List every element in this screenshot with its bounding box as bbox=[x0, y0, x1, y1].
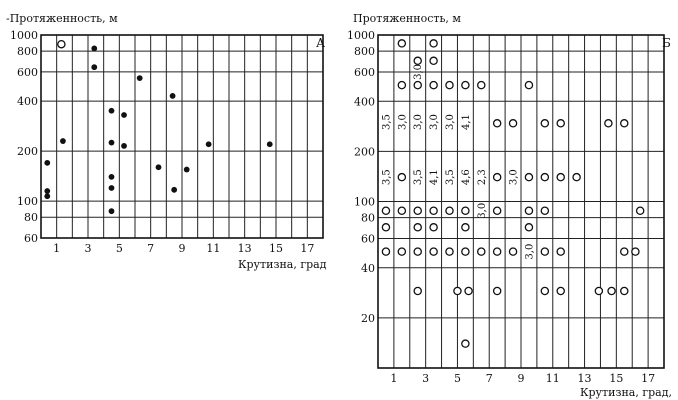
value-annotation: 3,0 bbox=[445, 114, 456, 131]
data-point-open bbox=[454, 287, 461, 294]
value-annotation: 3,0 bbox=[508, 169, 520, 186]
value-annotation: 3,5 bbox=[445, 169, 456, 186]
y-tick-label: 600 bbox=[354, 65, 375, 79]
data-point-open bbox=[58, 41, 65, 48]
x-tick-label: 15 bbox=[269, 242, 283, 255]
x-tick-label: 1 bbox=[53, 242, 61, 255]
y-axis-label-b: Протяженность, м bbox=[353, 12, 461, 25]
data-point-open bbox=[414, 82, 421, 89]
y-tick-label: 600 bbox=[17, 65, 38, 79]
y-tick-label: 1000 bbox=[10, 29, 38, 42]
data-point-open bbox=[430, 82, 437, 89]
value-annotation: 3,5 bbox=[381, 114, 393, 131]
y-tick-label: 1000 bbox=[347, 29, 375, 42]
data-point bbox=[109, 108, 115, 114]
x-axis-label-b: Крутизна, град, bbox=[580, 386, 672, 399]
data-point bbox=[184, 167, 190, 173]
data-point-open bbox=[446, 82, 453, 89]
data-point-open bbox=[382, 207, 389, 214]
data-point bbox=[121, 112, 127, 118]
data-point-open bbox=[462, 224, 469, 231]
data-point-open bbox=[509, 120, 516, 127]
data-point-open bbox=[621, 120, 628, 127]
y-axis-label-a: -Протяженность, м bbox=[6, 12, 118, 25]
data-point-open bbox=[595, 287, 602, 294]
y-tick-label: 200 bbox=[17, 145, 38, 159]
data-point-open bbox=[398, 207, 405, 214]
y-tick-label: 400 bbox=[17, 95, 38, 109]
data-point-open bbox=[541, 207, 548, 214]
data-point-open bbox=[608, 287, 615, 294]
value-annotation: 3,0 bbox=[476, 202, 488, 219]
chart-panel-b bbox=[347, 12, 672, 399]
data-point-open bbox=[494, 174, 501, 181]
x-tick-label: 9 bbox=[517, 372, 525, 385]
data-point bbox=[206, 141, 212, 147]
points-a bbox=[44, 41, 272, 214]
data-point-open bbox=[414, 57, 421, 64]
x-ticks-a bbox=[53, 242, 314, 255]
data-point bbox=[109, 140, 115, 146]
y-tick-label: 80 bbox=[361, 211, 375, 225]
data-point-open bbox=[430, 248, 437, 255]
points-b bbox=[382, 40, 643, 347]
data-point-open bbox=[446, 248, 453, 255]
data-point-open bbox=[398, 40, 405, 47]
data-point-open bbox=[382, 248, 389, 255]
data-point-open bbox=[541, 248, 548, 255]
x-tick-label: 13 bbox=[237, 242, 252, 255]
data-point bbox=[171, 187, 177, 193]
data-point-open bbox=[525, 174, 532, 181]
value-annotation: 3,5 bbox=[381, 169, 393, 186]
annotations-b bbox=[381, 64, 535, 260]
data-point bbox=[109, 208, 115, 214]
x-tick-label: 11 bbox=[206, 242, 221, 255]
y-tick-label: 60 bbox=[24, 232, 38, 245]
panel-letter-b: Б bbox=[662, 36, 671, 50]
data-point-open bbox=[462, 82, 469, 89]
data-point-open bbox=[541, 287, 548, 294]
y-tick-label: 800 bbox=[354, 45, 375, 59]
value-annotation: 3,0 bbox=[413, 114, 425, 131]
x-axis-label-a: Крутизна, град bbox=[238, 258, 327, 271]
y-tick-label: 800 bbox=[17, 45, 38, 59]
y-tick-label: 400 bbox=[354, 95, 375, 109]
data-point bbox=[137, 75, 143, 81]
data-point-open bbox=[414, 224, 421, 231]
x-tick-label: 5 bbox=[453, 372, 461, 385]
value-annotation: 4,1 bbox=[460, 114, 472, 131]
value-annotation: 3,5 bbox=[413, 169, 425, 186]
x-tick-label: 3 bbox=[422, 372, 430, 385]
x-tick-label: 7 bbox=[485, 372, 493, 385]
data-point bbox=[44, 188, 50, 194]
data-point-open bbox=[557, 174, 564, 181]
data-point-open bbox=[494, 207, 501, 214]
data-point-open bbox=[462, 207, 469, 214]
data-point-open bbox=[478, 248, 485, 255]
data-point bbox=[60, 138, 66, 144]
data-point-open bbox=[382, 224, 389, 231]
data-point-open bbox=[414, 287, 421, 294]
data-point bbox=[109, 185, 115, 191]
x-tick-label: 9 bbox=[178, 242, 186, 255]
data-point-open bbox=[541, 120, 548, 127]
data-point-open bbox=[621, 287, 628, 294]
data-point-open bbox=[557, 248, 564, 255]
data-point-open bbox=[478, 82, 485, 89]
y-tick-label: 60 bbox=[361, 232, 375, 246]
data-point-open bbox=[462, 248, 469, 255]
value-annotation: 3,0 bbox=[413, 63, 425, 80]
x-tick-label: 5 bbox=[115, 242, 123, 255]
data-point-open bbox=[494, 120, 501, 127]
value-annotation: 4,1 bbox=[429, 169, 441, 186]
data-point-open bbox=[398, 248, 405, 255]
data-point-open bbox=[414, 248, 421, 255]
data-point-open bbox=[465, 287, 472, 294]
y-tick-label: 20 bbox=[361, 311, 375, 325]
x-tick-label: 3 bbox=[84, 242, 92, 255]
data-point-open bbox=[541, 174, 548, 181]
value-annotation: 3,0 bbox=[429, 114, 441, 131]
x-tick-label: 1 bbox=[390, 372, 398, 385]
data-point bbox=[267, 141, 273, 147]
data-point bbox=[91, 46, 97, 52]
x-tick-label: 7 bbox=[147, 242, 155, 255]
data-point-open bbox=[494, 287, 501, 294]
data-point-open bbox=[430, 207, 437, 214]
data-point-open bbox=[446, 207, 453, 214]
x-tick-label: 17 bbox=[300, 242, 315, 255]
data-point-open bbox=[494, 248, 501, 255]
x-ticks-b bbox=[390, 372, 655, 385]
panel-letter-a: А bbox=[316, 36, 326, 50]
data-point-open bbox=[637, 207, 644, 214]
x-tick-label: 13 bbox=[577, 372, 592, 385]
data-point-open bbox=[632, 248, 639, 255]
data-point-open bbox=[525, 224, 532, 231]
data-point bbox=[156, 164, 162, 170]
y-tick-label: 200 bbox=[354, 145, 375, 159]
y-ticks-a bbox=[10, 29, 38, 245]
x-tick-label: 17 bbox=[641, 372, 656, 385]
data-point-open bbox=[557, 287, 564, 294]
data-point bbox=[44, 193, 50, 199]
data-point-open bbox=[621, 248, 628, 255]
data-point-open bbox=[430, 57, 437, 64]
data-point-open bbox=[525, 207, 532, 214]
y-ticks-b bbox=[347, 29, 375, 325]
data-point bbox=[44, 160, 50, 166]
data-point-open bbox=[462, 340, 469, 347]
x-tick-label: 11 bbox=[545, 372, 560, 385]
data-point-open bbox=[430, 40, 437, 47]
value-annotation: 3,0 bbox=[524, 243, 536, 260]
data-point-open bbox=[509, 248, 516, 255]
data-point-open bbox=[398, 82, 405, 89]
y-tick-label: 100 bbox=[17, 195, 38, 209]
data-point-open bbox=[557, 120, 564, 127]
data-point-open bbox=[414, 207, 421, 214]
data-point bbox=[121, 143, 127, 149]
grid-a bbox=[41, 35, 326, 238]
y-tick-label: 80 bbox=[24, 211, 38, 225]
value-annotation: 2,3 bbox=[476, 169, 488, 186]
data-point-open bbox=[430, 224, 437, 231]
x-tick-label: 15 bbox=[609, 372, 624, 385]
y-tick-label: 100 bbox=[354, 195, 375, 209]
data-point bbox=[170, 93, 176, 99]
value-annotation: 4,6 bbox=[460, 169, 472, 186]
data-point-open bbox=[605, 120, 612, 127]
chart-panel-a bbox=[6, 12, 327, 271]
data-point bbox=[109, 174, 115, 180]
value-annotation: 3,0 bbox=[397, 114, 409, 131]
data-point bbox=[91, 64, 97, 70]
data-point-open bbox=[573, 174, 580, 181]
data-point-open bbox=[525, 82, 532, 89]
y-tick-label: 40 bbox=[361, 261, 375, 275]
data-point-open bbox=[398, 174, 405, 181]
